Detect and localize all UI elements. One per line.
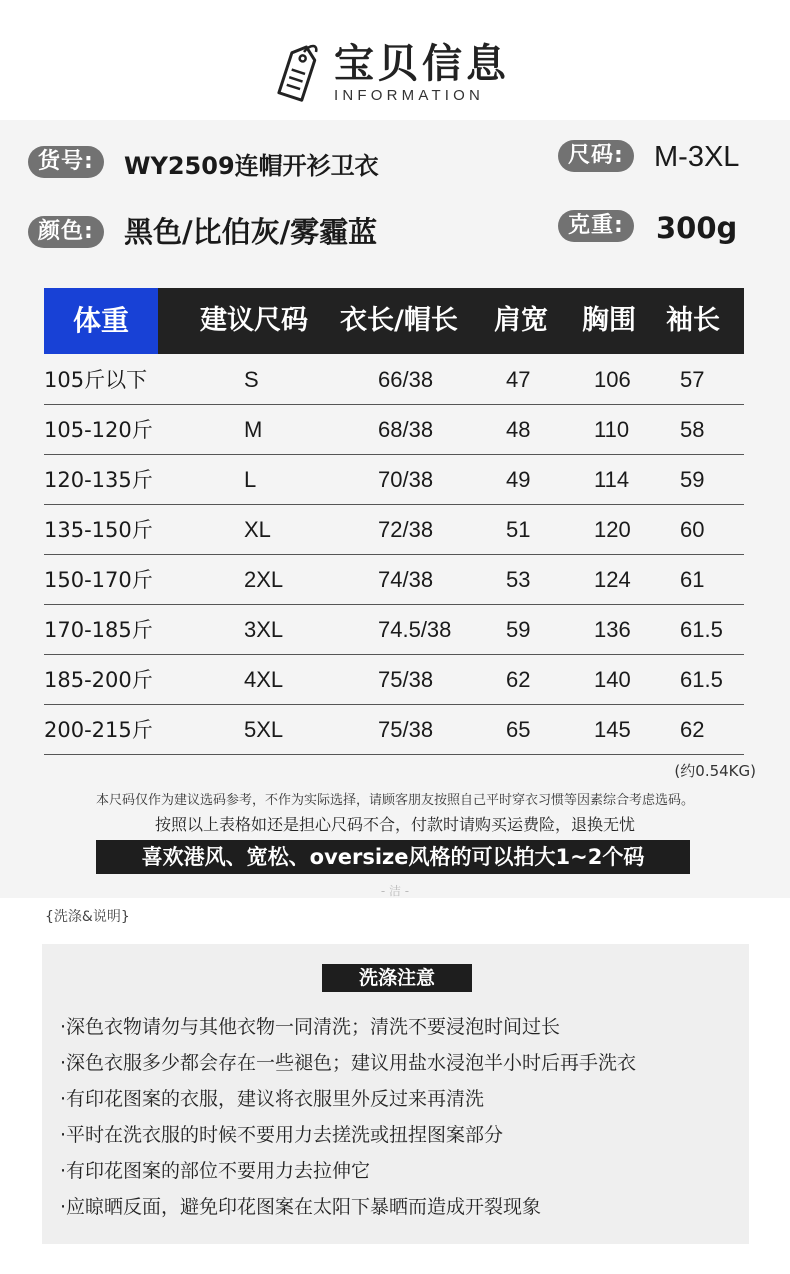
cell-shoulder: 47 <box>506 367 531 392</box>
cell-sleeve: 61.5 <box>680 617 723 642</box>
size-label: 尺码: <box>558 140 634 172</box>
header-suggested-size: 建议尺码 <box>200 305 308 336</box>
cell-chest: 124 <box>594 567 631 592</box>
cell-length: 75/38 <box>378 667 434 692</box>
table-row <box>44 455 744 505</box>
cell-shoulder: 53 <box>506 567 531 592</box>
cell-size: L <box>244 467 257 492</box>
cell-chest: 136 <box>594 617 631 642</box>
weight-value: 300g <box>656 211 738 245</box>
size-disclaimer: 本尺码仅作为建议选码参考，不作为实际选择，请顾客朋友按照自己平时穿衣习惯等因素综合考虑选码。 <box>95 793 694 808</box>
cell-size: M <box>244 417 263 442</box>
header-length: 衣长/帽长 <box>340 305 458 336</box>
cell-length: 72/38 <box>378 517 434 542</box>
section-divider: - 洁 - <box>380 884 410 898</box>
cell-shoulder: 49 <box>506 467 531 492</box>
cell-chest: 120 <box>594 517 631 542</box>
cell-sleeve: 60 <box>680 517 705 542</box>
washing-instructions-card <box>42 944 749 1244</box>
shipping-insurance-note: 按照以上表格如还是担心尺码不合，付款时请购买运费险，退换无忧 <box>154 815 635 834</box>
table-row <box>44 705 744 755</box>
cell-weight: 105-120斤 <box>44 418 153 442</box>
cell-sleeve: 58 <box>680 417 705 442</box>
wash-item: ·有印花图案的衣服，建议将衣服里外反过来再清洗 <box>60 1088 485 1110</box>
cell-shoulder: 51 <box>506 517 531 542</box>
page-header <box>0 0 790 120</box>
weight-note: (约0.54KG) <box>674 762 756 780</box>
color-value: 黑色/比伯灰/雾霾蓝 <box>124 215 378 249</box>
header-shoulder: 肩宽 <box>494 305 548 336</box>
wash-item: ·深色衣服多少都会存在一些褪色；建议用盐水浸泡半小时后再手洗衣 <box>60 1052 637 1074</box>
table-row <box>44 405 744 455</box>
wash-item: ·应晾晒反面，避免印花图案在太阳下暴晒而造成开裂现象 <box>60 1196 542 1218</box>
page-subtitle: INFORMATION <box>334 87 485 104</box>
cell-size: 3XL <box>244 617 284 642</box>
cell-length: 70/38 <box>378 467 434 492</box>
cell-weight: 105斤以下 <box>44 368 148 392</box>
cell-shoulder: 65 <box>506 717 531 742</box>
cell-weight: 120-135斤 <box>44 468 153 492</box>
cell-size: XL <box>244 517 271 542</box>
size-table-header <box>44 288 744 354</box>
cell-size: 5XL <box>244 717 284 742</box>
page-title: 宝贝信息 <box>334 41 510 87</box>
cell-length: 68/38 <box>378 417 434 442</box>
color-label: 颜色: <box>28 216 104 248</box>
size-value: M-3XL <box>654 141 740 173</box>
cell-shoulder: 59 <box>506 617 531 642</box>
table-row <box>44 605 744 655</box>
item-no-label: 货号: <box>28 146 104 178</box>
wash-item: ·平时在洗衣服的时候不要用力去搓洗或扭捏图案部分 <box>60 1124 504 1146</box>
cell-shoulder: 48 <box>506 417 531 442</box>
cell-length: 66/38 <box>378 367 434 392</box>
table-row <box>44 555 744 605</box>
table-row <box>44 355 744 405</box>
cell-size: 2XL <box>244 567 284 592</box>
cell-size: S <box>244 367 259 392</box>
cell-weight: 170-185斤 <box>44 618 153 642</box>
header-chest: 胸围 <box>582 305 636 336</box>
header-sleeve: 袖长 <box>666 305 720 336</box>
header-weight: 体重 <box>44 288 158 354</box>
cell-chest: 114 <box>594 467 630 492</box>
cell-chest: 145 <box>594 717 631 742</box>
cell-chest: 110 <box>594 417 630 442</box>
cell-chest: 140 <box>594 667 631 692</box>
cell-sleeve: 57 <box>680 367 705 392</box>
cell-length: 74/38 <box>378 567 434 592</box>
wash-item: ·有印花图案的部位不要用力去拉伸它 <box>60 1160 371 1182</box>
cell-sleeve: 59 <box>680 467 705 492</box>
wash-item: ·深色衣物请勿与其他衣物一同清洗；清洗不要浸泡时间过长 <box>60 1016 561 1038</box>
cell-sleeve: 61.5 <box>680 667 723 692</box>
cell-shoulder: 62 <box>506 667 531 692</box>
cell-weight: 185-200斤 <box>44 668 153 692</box>
cell-size: 4XL <box>244 667 284 692</box>
price-tag-icon <box>276 42 322 104</box>
wash-caption: {洗涤&说明} <box>45 909 130 925</box>
cell-length: 75/38 <box>378 717 434 742</box>
wash-title: 洗涤注意 <box>322 964 472 992</box>
cell-weight: 150-170斤 <box>44 568 153 592</box>
item-no-value: WY2509连帽开衫卫衣 <box>124 152 379 180</box>
cell-sleeve: 62 <box>680 717 705 742</box>
size-up-banner: 喜欢港风、宽松、oversize风格的可以拍大1~2个码 <box>96 840 690 874</box>
cell-length: 74.5/38 <box>378 617 452 642</box>
weight-label: 克重: <box>558 210 634 242</box>
cell-weight: 135-150斤 <box>44 518 153 542</box>
cell-weight: 200-215斤 <box>44 718 153 742</box>
cell-sleeve: 61 <box>680 567 705 592</box>
cell-chest: 106 <box>594 367 631 392</box>
table-row <box>44 505 744 555</box>
table-row <box>44 655 744 705</box>
